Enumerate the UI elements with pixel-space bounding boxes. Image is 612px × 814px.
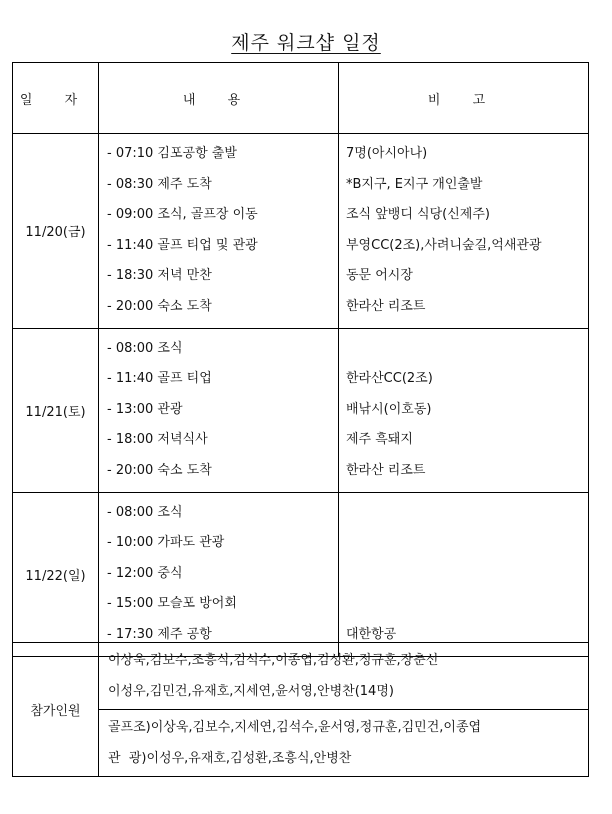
schedule-item: - 08:30 제주 도착 xyxy=(107,176,212,192)
participants-groups xyxy=(99,710,589,777)
day-items xyxy=(99,492,339,656)
header-date: 일 자 xyxy=(13,63,99,134)
participants-line: 이상욱,김보수,조흥식,김석수,이종엽,김성환,정규훈,장춘선 xyxy=(108,653,439,668)
schedule-item: - 11:40 골프 티업 xyxy=(107,371,212,387)
schedule-item: - 17:30 제주 공항 xyxy=(107,626,212,642)
group-line: 관 광)이성우,유재호,김성환,조흥식,안병찬 xyxy=(108,751,352,766)
schedule-item: - 20:00 숙소 도착 xyxy=(107,462,212,478)
page-title: 제주 워크샵 일정 xyxy=(231,32,381,54)
remark-item: *B지구, E지구 개인출발 xyxy=(346,176,483,192)
remark-item: 부영CC(2조),사려니숲길,억새관광 xyxy=(346,237,542,253)
day-items xyxy=(99,328,339,492)
schedule-item: - 13:00 관광 xyxy=(107,401,183,417)
schedule-item: - 15:00 모슬포 방어회 xyxy=(107,596,237,612)
schedule-item: - 18:30 저녁 만찬 xyxy=(107,268,212,284)
remark-item: 동문 어시장 xyxy=(346,268,413,284)
day-date: 11/20(금) xyxy=(13,134,99,329)
remark-item xyxy=(346,498,588,529)
remark-item: 제주 흑돼지 xyxy=(346,432,413,448)
day-remarks xyxy=(339,328,589,492)
schedule-item: - 08:00 조식 xyxy=(107,504,183,520)
table-header-row xyxy=(13,63,589,134)
schedule-item: - 10:00 가파도 관광 xyxy=(107,535,225,551)
schedule-item: - 08:00 조식 xyxy=(107,340,183,356)
table-row xyxy=(13,710,589,777)
remark-item: 조식 앞뱅디 식당(신제주) xyxy=(346,207,490,223)
header-content: 내 용 xyxy=(99,63,339,134)
schedule-item: - 20:00 숙소 도착 xyxy=(107,298,212,314)
schedule-item: - 11:40 골프 티업 및 관광 xyxy=(107,237,258,253)
schedule-table xyxy=(12,62,589,657)
participants-table xyxy=(12,642,589,777)
schedule-item: - 18:00 저녁식사 xyxy=(107,432,208,448)
day-date: 11/21(토) xyxy=(13,328,99,492)
remark-item: 한라산 리조트 xyxy=(346,462,426,478)
day-items xyxy=(99,134,339,329)
table-row xyxy=(13,134,589,329)
participants-label: 참가인원 xyxy=(13,643,99,777)
remark-item: 한라산CC(2조) xyxy=(346,371,433,387)
schedule-item: - 07:10 김포공항 출발 xyxy=(107,146,237,161)
schedule-item: - 12:00 중식 xyxy=(107,565,183,581)
group-line: 골프조)이상욱,김보수,지세연,김석수,윤서영,정규훈,김민건,이종엽 xyxy=(108,720,482,735)
table-row xyxy=(13,492,589,656)
remark-item xyxy=(346,334,588,365)
remark-item xyxy=(346,528,588,559)
remark-item xyxy=(346,589,588,620)
day-remarks xyxy=(339,492,589,656)
remark-item: 배낚시(이호동) xyxy=(346,401,432,417)
participants-all xyxy=(99,643,589,710)
participants-line: 이성우,김민건,유재호,지세연,윤서영,안병찬(14명) xyxy=(108,684,394,699)
schedule-item: - 09:00 조식, 골프장 이동 xyxy=(107,207,258,223)
table-row xyxy=(13,643,589,710)
remark-item: 한라산 리조트 xyxy=(346,298,426,314)
table-row xyxy=(13,328,589,492)
remark-item: 7명(아시아나) xyxy=(346,146,428,161)
remark-item xyxy=(346,559,588,590)
header-remarks: 비 고 xyxy=(339,63,589,134)
day-date: 11/22(일) xyxy=(13,492,99,656)
day-remarks xyxy=(339,134,589,329)
remark-item: 대한항공 xyxy=(346,626,397,642)
